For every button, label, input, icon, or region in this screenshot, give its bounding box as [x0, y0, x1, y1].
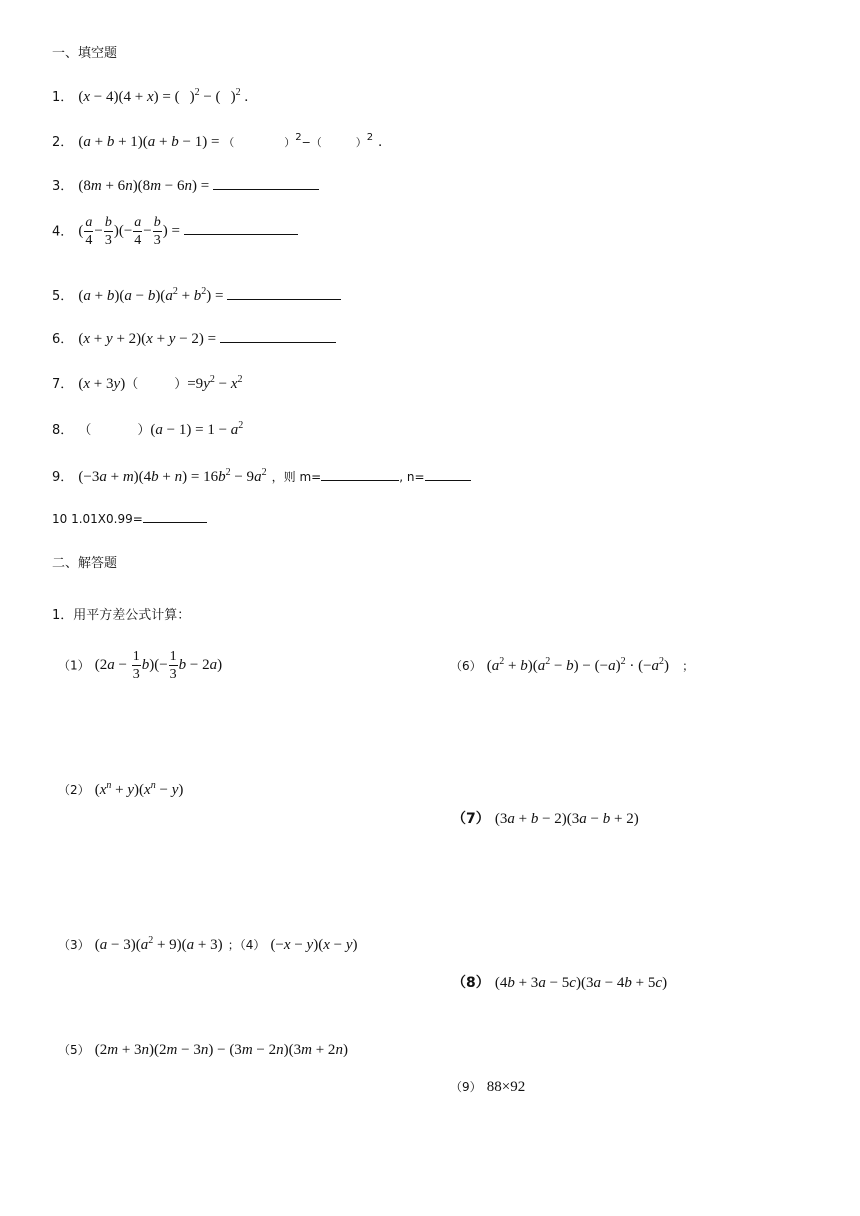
fill-question-7: 7． (x + 3y)（ ）$=9y^2 - x^2$ — [52, 374, 243, 392]
answer-blank[interactable] — [227, 298, 341, 300]
n-blank[interactable] — [425, 479, 471, 481]
fill-question-1 — [52, 86, 248, 106]
question-number: 2． — [52, 135, 74, 150]
fill-question-5 — [52, 285, 341, 305]
fill-question-3 — [52, 175, 319, 195]
semicolon: ； — [682, 659, 695, 673]
question-number: 4． — [52, 224, 74, 240]
expression: (x + y + 2)(x + y − 2) = — [78, 331, 220, 347]
expression: $(a - 1) = 1 - a^2$ — [150, 420, 244, 438]
section1-title: 一、填空题 — [52, 46, 118, 61]
part-number: ；（4） — [227, 938, 266, 952]
answer-blanks: （ ）$^2$−（ ）$^2$ — [223, 132, 374, 149]
m-blank[interactable] — [321, 479, 399, 481]
question-text: 10 1.01X0.99= — [52, 512, 143, 526]
question-number: 5． — [52, 289, 74, 304]
solve-part-7 — [452, 808, 639, 828]
expression: (2a − $\frac{1}{3}$ b)(− $\frac{1}{3}$ b − 2a) — [94, 649, 223, 682]
expression: (3a + b − 2)(3a − b + 2) — [494, 811, 639, 827]
part-number: （2） — [58, 783, 90, 797]
answer-blank[interactable] — [184, 233, 298, 235]
answer-blank[interactable] — [213, 188, 319, 190]
fill-question-4 — [52, 216, 298, 248]
question-number: 3． — [52, 179, 74, 194]
then-label: ，则 m= — [271, 470, 322, 484]
answer-blank[interactable] — [220, 341, 336, 343]
section2-title: 二、解答题 — [52, 556, 118, 571]
expression-3: $(a - 3)(a^2 + 9)(a + 3)$ — [94, 935, 223, 953]
fill-question-9 — [52, 466, 471, 486]
part-number: （5） — [58, 1043, 90, 1057]
expression: $(a^2 + b)(a^2 - b) - (-a)^2 \cdot (-a^2)$ — [486, 656, 670, 674]
part-number: （3） — [58, 938, 90, 952]
part-number: （9） — [450, 1080, 482, 1094]
expression: 88×92 — [486, 1079, 526, 1095]
question-number: 6． — [52, 332, 74, 347]
question-number: 7． — [52, 377, 74, 392]
part-number: （7） — [452, 811, 490, 827]
expression: ( $\frac{a}{4}$ − $\frac{b}{3}$ )(− $\frac{a}{4}$ − $\frac{b}{3}$ ) = — [78, 215, 184, 248]
solve-part-1 — [58, 650, 222, 682]
solve-part-3-4 — [58, 934, 358, 954]
solve-question-1-label: 1．用平方差公式计算： — [52, 608, 191, 623]
expression-4: (−x − y)(x − y) — [270, 937, 358, 953]
expression: (x + 3y) — [78, 376, 126, 392]
answer-blank[interactable] — [143, 521, 207, 523]
fill-question-2: 2． (a + b + 1)(a + b − 1) = （ ）$^2$−（ ）$^2$ . — [52, 132, 382, 150]
expression: (8m + 6n)(8m − 6n) = — [78, 178, 213, 194]
part-number: （1） — [58, 658, 90, 673]
fill-question-6 — [52, 328, 336, 348]
fill-question-10 — [52, 512, 207, 526]
part-number: （6） — [450, 659, 482, 673]
solve-part-2 — [58, 779, 183, 799]
question-number: 9． — [52, 470, 74, 485]
question-number: 8． — [52, 423, 74, 438]
n-label: , n= — [399, 470, 425, 484]
expression: $(-3a + m)(4b + n) = 16b^2 - 9a^2$ — [78, 467, 267, 485]
solve-part-9 — [450, 1076, 525, 1096]
question-number: 1． — [52, 90, 74, 105]
expression: (4b + 3a − 5c)(3a − 4b + 5c) — [494, 975, 668, 991]
expression: $(a + b)(a - b)(a^2 + b^2)$ = — [78, 286, 228, 304]
expression: $(x^n + y)(x^n - y)$ — [94, 780, 184, 798]
solve-part-8 — [452, 972, 667, 992]
expression: (x − 4)(4 + x) = ( )$^2$ − ( )$^2$ . — [78, 87, 249, 105]
solve-part-5 — [58, 1039, 348, 1059]
fill-question-8: 8． （ ）$(a - 1) = 1 - a^2$ — [52, 420, 244, 438]
expression: (a + b + 1)(a + b − 1) = — [78, 134, 224, 150]
solve-part-6 — [450, 655, 694, 675]
expression: (2m + 3n)(2m − 3n) − (3m − 2n)(3m + 2n) — [94, 1042, 348, 1058]
part-number: （8） — [452, 975, 490, 991]
